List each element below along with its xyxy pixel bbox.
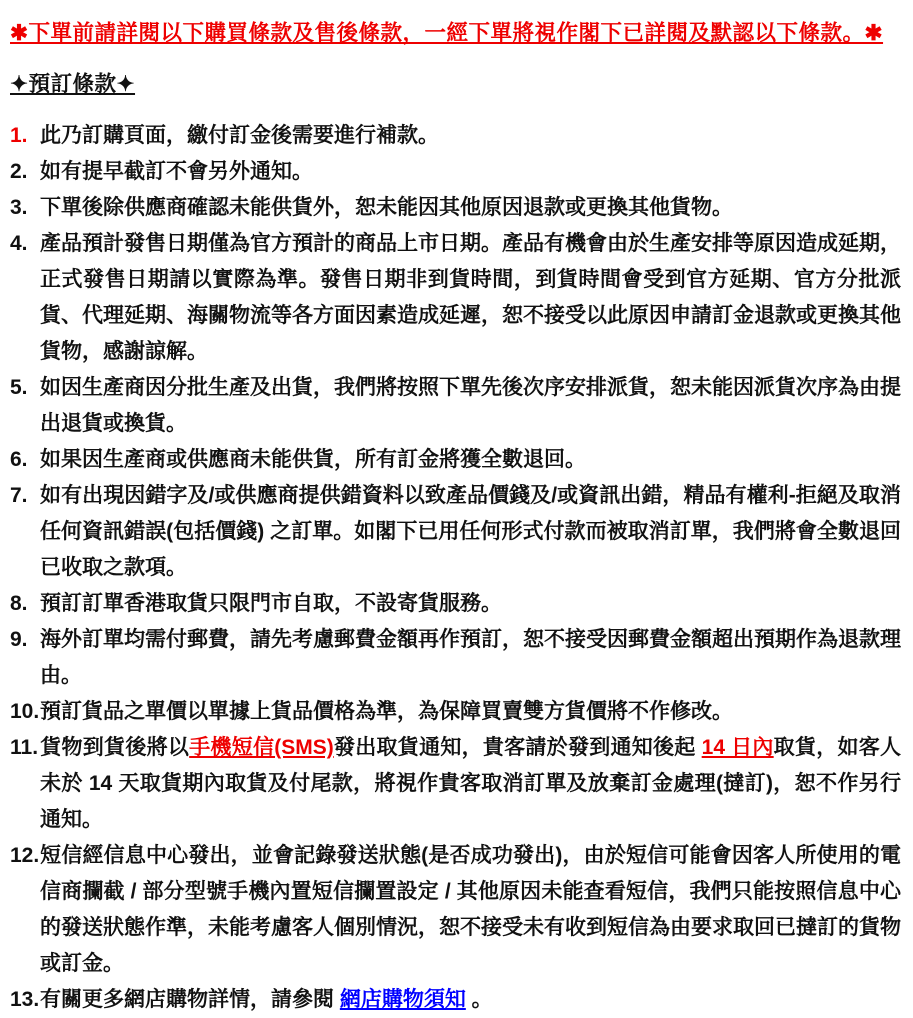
term-text: 短信經信息中心發出，並會記錄發送狀態(是否成功發出)，由於短信可能會因客人所使用的電信商攔截 / 部分型號手機內置短信攔置設定 / 其他原因未能查看短信，我們只能按照信息中心的發送狀態作準，未能考慮客人個別情況，恕不接受未有收到短信為由要求取回已撻訂的貨物或訂金。 xyxy=(40,844,901,975)
term-item-7 xyxy=(10,478,901,586)
term-item-3 xyxy=(10,190,901,226)
term-item-13 xyxy=(10,982,901,1018)
section-title-preorder-terms: ✦預訂條款✦ xyxy=(10,72,136,96)
term-item-11 xyxy=(10,730,901,838)
term-text: 如有提早截訂不會另外通知。 xyxy=(40,160,313,183)
term-text: 海外訂單均需付郵費，請先考慮郵費金額再作預訂，恕不接受因郵費金額超出預期作為退款理由。 xyxy=(40,628,901,687)
term-number: 12. xyxy=(10,844,40,867)
term-text: 貨物到貨後將以 xyxy=(40,736,190,759)
term-item-9 xyxy=(10,622,901,694)
term-item-4 xyxy=(10,226,901,370)
term-item-2 xyxy=(10,154,901,190)
term-item-10 xyxy=(10,694,901,730)
term-number: 6. xyxy=(10,448,28,471)
pickup-deadline-highlight: 14 日內 xyxy=(701,736,774,759)
term-number: 5. xyxy=(10,376,28,399)
term-text: 如果因生產商或供應商未能供貨，所有訂金將獲全數退回。 xyxy=(40,448,586,471)
term-text: 有關更多網店購物詳情，請參閱 xyxy=(40,988,340,1011)
term-item-5 xyxy=(10,370,901,442)
term-number: 3. xyxy=(10,196,28,219)
term-text: 產品預計發售日期僅為官方預計的商品上市日期。產品有機會由於生產安排等原因造成延期，正式發售日期請以實際為準。發售日期非到貨時間，到貨時間會受到官方延期、官方分批派貨、代理延期、海關物流等各方面因素造成延遲，恕不接受以此原因申請訂金退款或更換其他貨物，感謝諒解。 xyxy=(40,232,901,363)
term-text: 預訂貨品之單價以單據上貨品價格為準，為保障買賣雙方貨價將不作修改。 xyxy=(40,700,733,723)
term-number: 7. xyxy=(10,484,28,507)
term-item-6 xyxy=(10,442,901,478)
term-item-12 xyxy=(10,838,901,982)
term-number: 2. xyxy=(10,160,28,183)
term-text: 。 xyxy=(465,988,493,1011)
term-text: 下單後除供應商確認未能供貨外，恕未能因其他原因退款或更換其他貨物。 xyxy=(40,196,733,219)
term-number: 8. xyxy=(10,592,28,615)
term-number: 1. xyxy=(10,124,28,147)
term-text: 發出取貨通知，貴客請於發到通知後起 xyxy=(333,736,702,759)
terms-list xyxy=(10,118,901,1018)
term-item-1 xyxy=(10,118,901,154)
term-number: 9. xyxy=(10,628,28,651)
term-text: 如有出現因錯字及/或供應商提供錯資料以致產品價錢及/或資訊出錯，精品有權利-拒絕及取消任何資訊錯誤(包括價錢) 之訂單。如閣下已用任何形式付款而被取消訂單，我們將會全數退回已收取之款項。 xyxy=(40,484,901,579)
term-text: 如因生產商因分批生產及出貨，我們將按照下單先後次序安排派貨，恕未能因派貨次序為由提出退貨或換貨。 xyxy=(40,376,901,435)
term-number: 11. xyxy=(10,736,39,759)
term-number: 4. xyxy=(10,232,28,255)
term-text: 此乃訂購頁面，繳付訂金後需要進行補款。 xyxy=(40,124,439,147)
term-text: 預訂訂單香港取貨只限門市自取，不設寄貨服務。 xyxy=(40,592,502,615)
term-number: 10. xyxy=(10,700,40,723)
term-number: 13. xyxy=(10,988,40,1011)
term-item-8 xyxy=(10,586,901,622)
sms-highlight: 手機短信(SMS) xyxy=(189,736,334,759)
term-text: 取貨，如客人未於 14 天取貨期內取貨及付尾款，將視作貴客取消訂單及放棄訂金處理(撻訂)，恕不作另行通知。 xyxy=(40,736,902,831)
store-shopping-notice-link[interactable]: 網店購物須知 xyxy=(339,988,466,1011)
purchase-notice-banner: ✱下單前請詳閱以下購買條款及售後條款，一經下單將視作閣下已詳閱及默認以下條款。✱ xyxy=(10,21,884,45)
